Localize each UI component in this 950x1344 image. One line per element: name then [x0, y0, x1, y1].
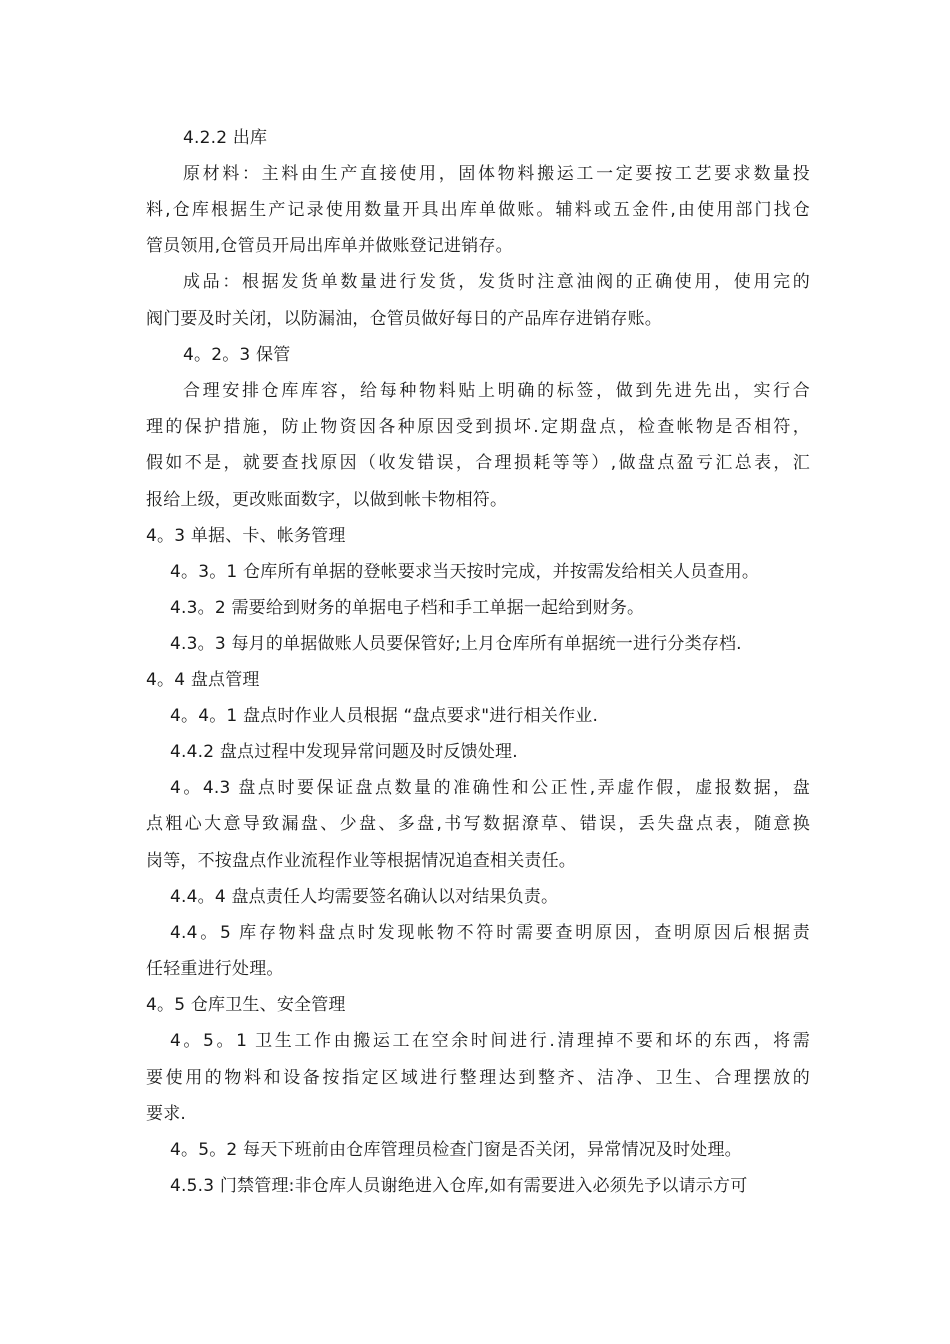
paragraph-line: 点粗心大意导致漏盘、少盘、多盘,书写数据潦草、错误，丢失盘点表，随意换 [146, 814, 810, 834]
heading-4-5: 4。5 仓库卫生、安全管理 [146, 995, 346, 1015]
paragraph-line: 假如不是，就要查找原因（收发错误，合理损耗等等）,做盘点盈亏汇总表，汇 [146, 453, 810, 473]
paragraph-line: 4。4。1 盘点时作业人员根据 “盘点要求"进行相关作业. [170, 706, 599, 726]
paragraph-line: 4.4.2 盘点过程中发现异常问题及时反馈处理. [170, 742, 518, 762]
paragraph-line: 报给上级，更改账面数字，以做到帐卡物相符。 [146, 490, 508, 510]
heading-4-2-2: 4.2.2 出库 [183, 128, 268, 148]
paragraph-line: 4。5。2 每天下班前由仓库管理员检查门窗是否关闭，异常情况及时处理。 [170, 1140, 742, 1160]
paragraph-line: 管员领用,仓管员开局出库单并做账登记进销存。 [146, 236, 513, 256]
paragraph-line: 成品：根据发货单数量进行发货，发货时注意油阀的正确使用，使用完的 [183, 272, 810, 292]
heading-4-3: 4。3 单据、卡、帐务管理 [146, 526, 346, 546]
paragraph-line: 要求. [146, 1104, 187, 1124]
paragraph-line: 4。5。1 卫生工作由搬运工在空余时间进行.清理掉不要和坏的东西，将需 [170, 1031, 810, 1051]
paragraph-line: 4.4。5 库存物料盘点时发现帐物不符时需要查明原因，查明原因后根据责 [170, 923, 810, 943]
paragraph-line: 要使用的物料和设备按指定区域进行整理达到整齐、洁净、卫生、合理摆放的 [146, 1068, 810, 1088]
paragraph-line: 岗等，不按盘点作业流程作业等根据情况追查相关责任。 [146, 851, 576, 871]
paragraph-line: 合理安排仓库库容，给每种物料贴上明确的标签，做到先进先出，实行合 [183, 381, 810, 401]
heading-4-2-3: 4。2。3 保管 [183, 345, 291, 365]
paragraph-line: 阀门要及时关闭，以防漏油，仓管员做好每日的产品库存进销存账。 [146, 309, 662, 329]
paragraph-line: 4.3。3 每月的单据做账人员要保管好;上月仓库所有单据统一进行分类存档. [170, 634, 742, 654]
paragraph-line: 4.5.3 门禁管理:非仓库人员谢绝进入仓库,如有需要进入必须先予以请示方可 [170, 1176, 748, 1196]
paragraph-line: 料,仓库根据生产记录使用数量开具出库单做账。辅料或五金件,由使用部门找仓 [146, 200, 810, 220]
paragraph-line: 原材料：主料由生产直接使用，固体物料搬运工一定要按工艺要求数量投 [183, 164, 810, 184]
paragraph-line: 理的保护措施，防止物资因各种原因受到损坏.定期盘点，检查帐物是否相符， [146, 417, 810, 437]
paragraph-line: 4.3。2 需要给到财务的单据电子档和手工单据一起给到财务。 [170, 598, 645, 618]
paragraph-line: 4.4。4 盘点责任人均需要签名确认以对结果负责。 [170, 887, 559, 907]
heading-4-4: 4。4 盘点管理 [146, 670, 260, 690]
paragraph-line: 任轻重进行处理。 [146, 959, 284, 979]
paragraph-line: 4。3。1 仓库所有单据的登帐要求当天按时完成，并按需发给相关人员查用。 [170, 562, 760, 582]
paragraph-line: 4。4.3 盘点时要保证盘点数量的准确性和公正性,弄虚作假，虚报数据，盘 [170, 778, 810, 798]
